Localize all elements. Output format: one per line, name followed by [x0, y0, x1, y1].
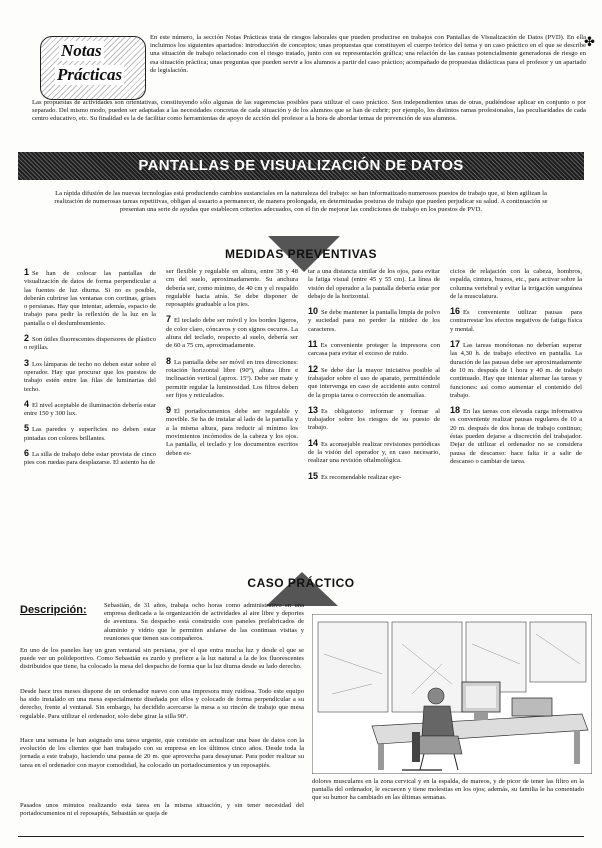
medida-text: Se debe mantener la pantalla limpia de polvo y suciedad para no perder la nitidez de los caracteres. [308, 309, 440, 333]
medida-text: Es conveniente proteger la impresora con carcasa para evitar el exceso de ruido. [308, 342, 440, 358]
caso-desc-3: Desde hace tres meses dispone de un ordenador nuevo con una impresora muy ruidosa. Todo este equipo ha sido instalado en una mesa especialmente diseñada por ellos y colocado de forma perpendicular a su derecho, frente al ventanal. Sin embargo, ha decidido acercarse la mesa a su rincón de trabajo que mesa regulable. Para utilizar el ordenador, solo debe girar la silla 90º. [20, 688, 304, 720]
medida-text: La pantalla debe ser móvil en tres direcciones: rotación horizontal libre (90º), altura libre e inclinación vertical (aprox. 15º). Debe ser mate y permitir regular la luminosidad. Los filtros deben ser fijos y reticulados. [166, 358, 298, 399]
intro-right: En este número, la sección Notas Prácticas trata de riesgos laborales que pueden producirse en trabajos con Pantallas de Visualización de Datos (PVD). En ella incluimos los siguientes apartados: introducción de conceptos; unas propuestas que constituyen el cuerpo teórico del tema y un caso práctico en el que se describe una situación de trabajo relacionado con el riesgo tratado, junto con su representación gráfica; una relación de las causas potencialmente generadoras de riesgo en esa situación práctica; unas preguntas que pueden servir a los alumnos a partir del caso práctico; acompañado de propuestas didácticas para el profesor y un apartado de legislación. [150, 34, 586, 74]
caso-desc-right: dolores musculares en la zona cervical y en la espalda, de mareos, y de picor de tener las filtro en la pantalla del ordenador, le escuecen y tiene molestias en los ojos; además, su familia le ha comentado que su humor ha cambiado en las últimas semanas. [312, 778, 584, 802]
medida-number: 15 [308, 470, 319, 481]
medida-number: 12 [308, 363, 319, 374]
medida-item [308, 365, 440, 400]
medida-text: Las tareas monótonas no deberían superar las 4,30 h. de trabajo efectivo en pantalla. La duración de las pausas debe ser aproximadamente de 10 m. después de 1 hora y 40 m. de trabajo continuado. Hay que intentar alternar las tareas y funciones: así como aumentar el contenido del trabajo. [450, 342, 582, 399]
medida-text: tar a una distancia similar de los ojos, para evitar la fatiga visual (entre 45 y 55 cm). La línea de visión del operador a la pantalla debería estar por debajo de la horizontal. [308, 268, 440, 300]
medida-item [308, 406, 440, 433]
medida-item [24, 424, 156, 443]
corner-mark-icon: ✤ [584, 34, 595, 49]
medidas-col-1 [24, 268, 156, 474]
medida-text: Se debe dar la mayor iniciativa posible al trabajador sobre el uso de aparato, permitiéndole que intervenga en caso de accidente auto control de la propia tarea o corrección de anomalías. [308, 366, 440, 399]
descripcion-label [20, 600, 87, 618]
medida-number: 18 [450, 405, 461, 416]
medida-item [450, 307, 582, 334]
medida-text: Es conveniente utilizar pausas para contrarrestar los efectos negativos de fatiga física y mental. [450, 309, 582, 333]
medidas-heading: MEDIDAS PREVENTIVAS [225, 247, 377, 261]
medidas-col-4 [450, 268, 582, 472]
office-illustration [312, 614, 592, 774]
medida-text: cicios de relajación con la cabeza, hombros, espalda, cintura, brazos, etc., para activar sobre la columna vertebral y evitar la irrigación sanguínea de la musculatura. [450, 268, 582, 300]
medida-text: Es obligatorio informar y formar al trabajador sobre los riesgos de su puesto de trabajo. [308, 407, 440, 432]
medida-number: 7 [166, 314, 172, 325]
caso-desc-2: En uno de los paneles hay un gran ventanal sin persiana, por el que entra mucha luz y desde el que se puede ver un polideportivo. Como Sebastián es zurdo y prefiere a la luz natural a la de los fluorescentes distribuidos que tiene, ha colocado la mesa del despacho de forma que la luz diurna desde su lado derecho. [20, 647, 304, 671]
medida-item [166, 315, 298, 350]
lead-paragraph: La rápida difusión de las nuevas tecnologías está produciendo cambios sustanciales en la naturaleza del trabajo: se han informatizado numerosos puestos de trabajo que, si bien agilizan la realización de numerosas tareas repetitivas, obligan al usuario a permanecer, de manera prolongada, en determinadas posturas de trabajo que pueden perjudicar su salud. A continuación se presentan una serie de ayudas que establecen criterios adecuados, con el fin de mejorar las condiciones de trabajo en los puestos de PVD. [54, 190, 548, 214]
medida-text: ser flexible y regulable en altura, entre 38 y 48 cm del suelo, aproximadamente. Su anchura debería ser, como mínimo, de 40 cm y el respaldo regulable hacia atrás. Se debe disponer de reposapiés graduable a los pies. [166, 268, 298, 309]
medida-text: Es recomendable realizar ejer- [321, 473, 402, 481]
medida-number: 8 [166, 355, 172, 366]
page-title: PANTALLAS DE VISUALIZACIÓN DE DATOS [138, 157, 464, 174]
medida-item [24, 359, 156, 394]
medida-number: 6 [24, 448, 30, 459]
medida-item [450, 268, 582, 301]
medida-number: 13 [308, 404, 319, 415]
medida-item [166, 406, 298, 458]
medida-item [166, 357, 298, 400]
medida-item [24, 268, 156, 328]
logo-line2: Prácticas [57, 65, 123, 84]
medida-item [166, 268, 298, 309]
medida-number: 9 [166, 405, 172, 416]
medida-item [308, 307, 440, 334]
medida-text: Son útiles fluorescentes dispersores de plástico o rejillas. [24, 336, 156, 352]
descripcion-title: Descripción: [20, 604, 87, 616]
medida-item [24, 400, 156, 419]
logo-line1: Notas [61, 41, 102, 60]
medida-number: 2 [24, 333, 30, 344]
medida-text: El teclado debe ser móvil y los bordes ligeros, de color claro, cóncavos y con signos oscuros. La altura del teclado, respecto al suelo, debería ser de 60 a 75 cm, aproximadamente. [166, 317, 298, 350]
medida-text: Las paredes y superficies no deben estar pintadas con colores brillantes. [24, 426, 156, 442]
medida-number: 1 [24, 267, 30, 277]
medida-number: 11 [308, 339, 318, 350]
medida-item [450, 340, 582, 400]
intro-full: Las propuestas de actividades son orientativas, constituyendo sólo algunas de las sugerencias posibles para utilizar el caso práctico. Son independientes unas de otras, pudiéndose aplicar en conjunto o por separado. Del mismo modo, pueden ser adaptadas a las necesidades concretas de cada situación y de los alumnos que se han de cubrir; por ejemplo, los distintos ramas profesionales, las peculiaridades de cada centro educativo, etc. Su finalidad es la de facilitar como herramientas de apoyo de acción del profesor a la hora de abordar temas de prevención de sus alumnos. [32, 99, 586, 123]
medida-number: 4 [24, 398, 30, 409]
caso-desc-1: Sebastián, de 31 años, trabaja ocho horas como administrativo en una empresa dedicada a la organización de actividades al aire libre y deportes de aventura. Su despacho está construido con paneles prefabricados de aluminio y vidrio que le permiten aislarse de las continuas visitas y reuniones que tienen sus compañeros. [104, 602, 304, 642]
medida-item [308, 268, 440, 301]
medida-text: La silla de trabajo debe estar provista de cinco pies con ruedas para desplazarse. El asiento ha de [24, 451, 156, 467]
medida-text: El portadocumentos debe ser regulable y movible. Se ha de instalar al lado de la pantalla y a la misma altura, para reducir al mínimo los movimientos incómodos de la cabeza y los ojos. La pantalla, el teclado y los documentos escritos deben es- [166, 408, 298, 457]
medida-number: 14 [308, 437, 319, 448]
medidas-col-3 [308, 268, 440, 488]
notas-practicas-logo [40, 36, 146, 100]
medida-text: El nivel aceptable de iluminación debería estar entre 150 y 300 lux. [24, 401, 156, 418]
medida-item [308, 340, 440, 359]
medidas-col-2 [166, 268, 298, 464]
medida-number: 16 [450, 306, 461, 317]
medida-item [308, 439, 440, 466]
medida-item [450, 406, 582, 466]
medida-item [24, 449, 156, 468]
medida-item [308, 472, 440, 482]
medida-number: 10 [308, 306, 319, 317]
caso-heading: CASO PRÁCTICO [247, 576, 355, 590]
medida-text: Se han de colocar las pantallas de visualización de datos de forma perpendicular a las fuentes de luz diurna. Si no es posible, deberán cubrirse las ventanas con cortinas, grises o persianas. Hay que intentar, además, espacio de trabajo para pedir la reflexión de la luz en la pantalla o el deslumbramiento. [24, 270, 156, 327]
medida-number: 3 [24, 357, 30, 368]
medida-text: Es aconsejable realizar revisiones periódicas de la visión del operador y, en caso necesario, realizar una revisión oftalmológica. [308, 440, 440, 465]
medida-item [24, 334, 156, 353]
medida-number: 17 [450, 339, 461, 350]
medida-text: Los lámparas de techo no deben estar sobre el operador. Hay que procurar que los puestos de trabajo estén entre las filas de luminarias del techo. [24, 360, 156, 393]
medida-text: En las tareas con elevada carga informativa es conveniente realizar pausas regulares de 10 a 20 m. después de dos horas de trabajo continuo; éstas pueden dejarse a discreción del trabajador. Dejar de utilizar el ordenador no se considera pausa de descanso: hace falta ir a salir de descanso o cambiar de tarea. [450, 408, 582, 465]
caso-desc-4: Hace una semana le han asignado una tarea urgente, que consiste en actualizar una base de datos con la evolución de los clientes que han trabajado con su empresa en los últimos cinco años. Desde toda la jornada a este trabajo, haciendo una pausa de 20 m. que aprovecha para desayunar. Para poder realizar su tarea en el ordenador con mayor comodidad, ha colocado un portadocumentos y un reposapiés. [20, 737, 304, 769]
caso-desc-5: Pasados unos minutos realizando esta tarea en la misma situación, y sin tener necesidad del portadocumentos ni el reposapiés, Sebastián se queja de [20, 802, 304, 818]
title-band [18, 152, 584, 180]
medida-number: 5 [24, 423, 30, 434]
